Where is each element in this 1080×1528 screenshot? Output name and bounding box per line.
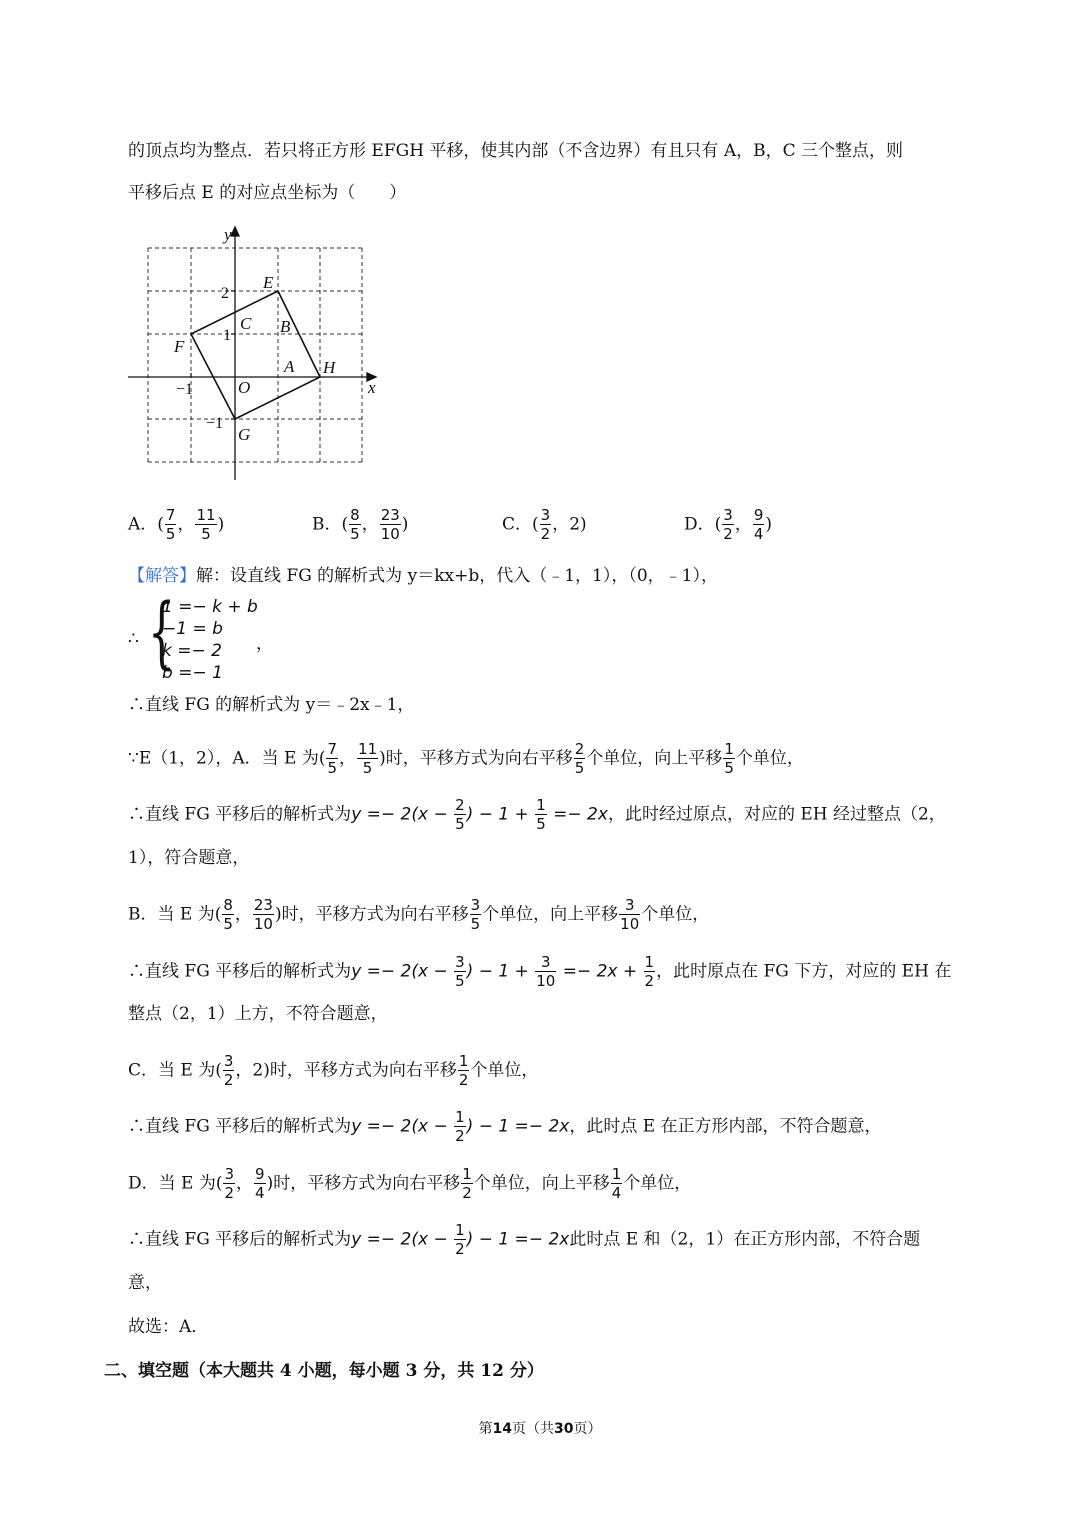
- tick-label-1: 1: [223, 327, 231, 344]
- case-a-line: ∵E（1，2），A．当 E 为( $\frac{7}{5}$ ， $\frac{11}{5}$ )时，平移方式为向右平移 $\frac{2}{5}$ 个单位，向上平移 $\frac{1}{5}$ 个单位，: [128, 740, 804, 777]
- x-axis-label: x: [368, 378, 376, 397]
- problem-text-line-1: 的顶点均为整点．若只将正方形 EFGH 平移，使其内部（不含边界）有且只有 A，B，C 三个整点，则: [128, 141, 904, 161]
- problem-text-line-2: 平移后点 E 的对应点坐标为（ ）: [128, 183, 407, 203]
- page-footer: 第14页（共30页）: [478, 1421, 602, 1437]
- case-b-equation: ∴直线 FG 平移后的解析式为y =− 2(x − $\frac{3}{5}$ ) − 1 + $\frac{3}{10}$ =− 2x + $\frac{1}{2}$ ，此时原点在 FG 下方，对应的 EH 在: [128, 953, 952, 990]
- solution-intro: 【解答】解：设直线 FG 的解析式为 y＝kx+b，代入（﹣1，1），（0，﹣1），: [128, 566, 718, 586]
- answer-line: 故选：A．: [128, 1317, 209, 1337]
- point-label-b: B: [280, 317, 291, 336]
- square-efgh: [191, 291, 320, 419]
- case-d-equation-cont: 意，: [128, 1273, 162, 1293]
- tick-label-neg1-x: −1: [176, 381, 194, 398]
- case-c-line: C．当 E 为( $\frac{3}{2}$ ，2)时，平移方式为向右平移 $\frac{1}{2}$ 个单位，: [128, 1052, 539, 1089]
- solution-tag: 【解答】: [128, 566, 196, 586]
- option-b: B．( $\frac{8}{5}$ ， $\frac{23}{10}$ ): [312, 506, 409, 543]
- option-d: D．( $\frac{3}{2}$ ， $\frac{9}{4}$ ): [684, 506, 773, 543]
- origin-label: O: [238, 378, 251, 397]
- vertex-label-g: G: [238, 425, 251, 444]
- case-d-equation: ∴直线 FG 平移后的解析式为y =− 2(x − $\frac{1}{2}$ ) − 1 =− 2x此时点 E 和（2，1）在正方形内部，不符合题: [128, 1221, 921, 1258]
- point-label-a: A: [284, 357, 295, 376]
- vertex-label-h: H: [323, 358, 336, 377]
- coordinate-figure: [120, 220, 390, 485]
- axes: [128, 227, 376, 480]
- tick-label-neg1-y: −1: [206, 415, 224, 432]
- option-c: C．( $\frac{3}{2}$ ，2): [502, 506, 587, 543]
- case-b-equation-cont: 整点（2，1）上方，不符合题意，: [128, 1004, 388, 1024]
- point-label-c: C: [240, 314, 252, 333]
- page-number: 14: [492, 1421, 512, 1437]
- case-b-line: B．当 E 为( $\frac{8}{5}$ ， $\frac{23}{10}$ )时，平移方式为向右平移 $\frac{3}{5}$ 个单位，向上平移 $\frac{3}{10}$ 个单位，: [128, 896, 710, 933]
- document-page: 的顶点均为整点．若只将正方形 EFGH 平移，使其内部（不含边界）有且只有 A，B，C 三个整点，则 平移后点 E 的对应点坐标为（ ） y x E F G H A B C O 2 1 −1 −1 A．( $\frac{7}{5}$ ， $\frac{11}{5}$ ) B．( $\frac{8}{5}$ ， $\frac{23}{10}$ ) C．( $\frac{3}{2}$ ，2) D．( $\frac{3}{2}$ ， $\frac{9}{4}$ ) 【解答】解：设直线 FG 的解析式为 y＝kx+b，代入（﹣1，1），（0，﹣1）， ∴ { 1 =− k + b −1 = b k =− 2 b =− 1 ， ∴直线 FG 的解析式为 y＝﹣2x﹣1， ∵E（1，2），A．当 E 为( $\frac{7}{5}$ ， $\frac{11}{5}$ )时，平移方式为向右平移 $\frac{2}{5}$ 个单位，向上平移 $\frac{1}{5}$ 个单位， ∴直线 FG 平移后的解析式为y =− 2(x − $\frac{2}{5}$ ) − 1 + $\frac{1}{5}$ =− 2x，此时经过原点，对应的 EH 经过整点（2， 1），符合题意， B．当 E 为( $\frac{8}{5}$ ， $\frac{23}{10}$ )时，平移方式为向右平移 $\frac{3}{5}$ 个单位，向上平移 $\frac{3}{10}$ 个单位， ∴直线 FG 平移后的解析式为y =− 2(x − $\frac{3}{5}$ ) − 1 + $\frac{3}{10}$ =− 2x + $\frac{1}{2}$ ，此时原点在 FG 下方，对应的 EH 在 整点（2，1）上方，不符合题意， C．当 E 为( $\frac{3}{2}$ ，2)时，平移方式为向右平移 $\frac{1}{2}$ 个单位， ∴直线 FG 平移后的解析式为y =− 2(x − $\frac{1}{2}$ ) − 1 =− 2x，此时点 E 在正方形内部，不符合题意， D．当 E 为( $\frac{3}{2}$ ， $\frac{9}{4}$ )时，平移方式为向右平移 $\frac{1}{2}$ 个单位，向上平移 $\frac{1}{4}$ 个单位， ∴直线 FG 平移后的解析式为y =− 2(x − $\frac{1}{2}$ ) − 1 =− 2x此时点 E 和（2，1）在正方形内部，不符合题 意， 故选：A． 二、填空题（本大题共 4 小题，每小题 3 分，共 12 分） 第14页（共30页）: [0, 0, 1080, 1528]
- case-d-line: D．当 E 为( $\frac{3}{2}$ ， $\frac{9}{4}$ )时，平移方式为向右平移 $\frac{1}{2}$ 个单位，向上平移 $\frac{1}{4}$ 个单位，: [128, 1165, 692, 1202]
- system-brace: {: [148, 588, 176, 678]
- page-total: 30: [554, 1421, 574, 1437]
- vertex-label-e: E: [263, 273, 274, 292]
- case-c-equation: ∴直线 FG 平移后的解析式为y =− 2(x − $\frac{1}{2}$ ) − 1 =− 2x，此时点 E 在正方形内部，不符合题意，: [128, 1108, 882, 1145]
- section-title: 二、填空题（本大题共 4 小题，每小题 3 分，共 12 分）: [104, 1361, 544, 1381]
- case-a-equation-cont: 1），符合题意，: [128, 848, 250, 868]
- y-axis-label: y: [224, 225, 232, 244]
- case-a-equation: ∴直线 FG 平移后的解析式为y =− 2(x − $\frac{2}{5}$ ) − 1 + $\frac{1}{5}$ =− 2x，此时经过原点，对应的 EH 经过整点（2，: [128, 796, 946, 833]
- fg-line: ∴直线 FG 的解析式为 y＝﹣2x﹣1，: [128, 695, 415, 715]
- tick-label-2: 2: [221, 285, 229, 302]
- vertex-label-f: F: [174, 337, 185, 356]
- option-a: A．( $\frac{7}{5}$ ， $\frac{11}{5}$ ): [128, 506, 225, 543]
